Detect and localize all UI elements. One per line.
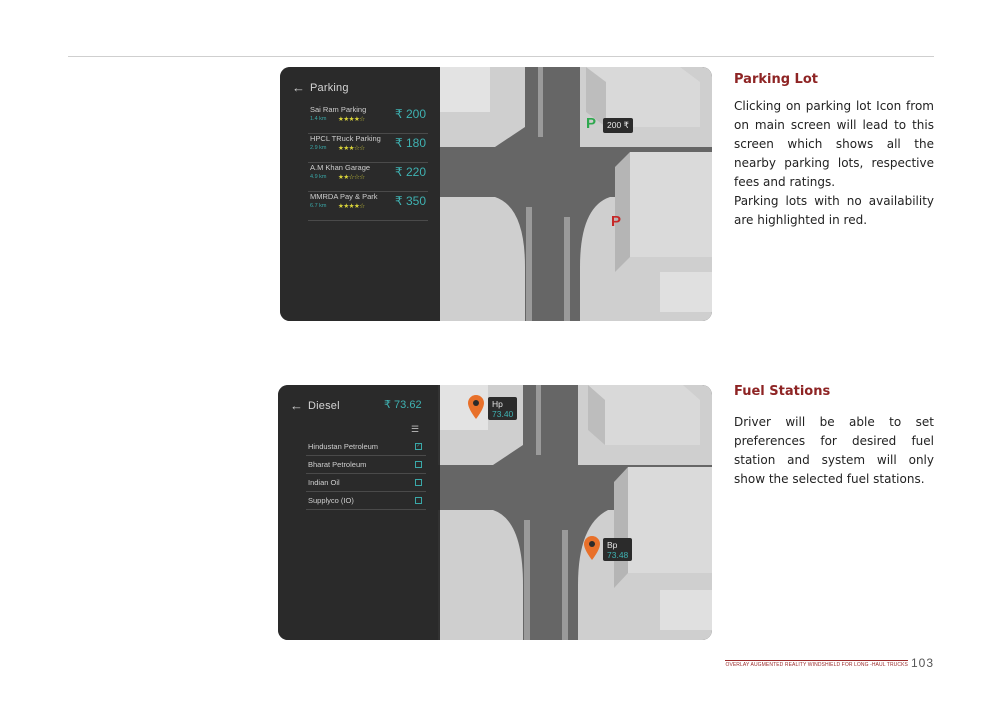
station-checkbox[interactable] bbox=[415, 461, 422, 468]
panel-header bbox=[292, 80, 349, 95]
parking-description: Clicking on parking lot Icon from on main screen will lead to this screen which shows all the nearby parking lots, respective fees and ratings. bbox=[734, 99, 934, 189]
fuel-price-badge bbox=[488, 397, 517, 420]
parking-heading: Parking Lot bbox=[734, 72, 818, 87]
parking-distance: 6.7 km bbox=[310, 203, 327, 209]
fuel-filter-panel bbox=[278, 385, 440, 640]
parking-price-badge: 200 ₹ bbox=[603, 118, 633, 133]
parking-price: ₹ 180 bbox=[395, 136, 426, 150]
parking-name: MMRDA Pay & Park bbox=[310, 192, 378, 201]
station-checkbox[interactable]: ✓ bbox=[416, 443, 421, 449]
parking-distance: 1.4 km bbox=[310, 116, 327, 122]
parking-marker-available[interactable]: P bbox=[586, 115, 597, 132]
map-pin-icon[interactable] bbox=[584, 536, 600, 560]
parking-distance: 2.9 km bbox=[310, 145, 327, 151]
fuel-price-badge bbox=[603, 538, 632, 561]
fuel-station-name: Bharat Petroleum bbox=[308, 460, 367, 469]
parking-distance: 4.9 km bbox=[310, 174, 327, 180]
page-footer bbox=[725, 656, 934, 670]
top-rule bbox=[68, 56, 934, 57]
panel-title: Parking bbox=[310, 81, 349, 94]
fuel-heading: Fuel Stations bbox=[734, 384, 831, 399]
fuel-station-name: Indian Oil bbox=[308, 478, 340, 487]
parking-list-item[interactable] bbox=[308, 162, 428, 192]
fuel-rate: 73.40 bbox=[492, 409, 514, 419]
parking-marker-full[interactable]: P bbox=[611, 213, 622, 230]
footer-title: OVERLAY AUGMENTED REALITY WINDSHIELD FOR LONG -HAUL TRUCKS bbox=[725, 662, 908, 668]
star-rating: ★★★★☆ bbox=[338, 115, 365, 123]
fuel-brand: Hp bbox=[492, 399, 503, 409]
fuel-screen bbox=[278, 385, 712, 640]
parking-name: HPCL TRuck Parking bbox=[310, 134, 381, 143]
fuel-station-name: Hindustan Petroleum bbox=[308, 442, 379, 451]
parking-screen bbox=[280, 67, 712, 321]
map-pin-icon[interactable] bbox=[468, 395, 484, 419]
parking-name: Sai Ram Parking bbox=[310, 105, 367, 114]
page-number: 103 bbox=[910, 656, 934, 670]
parking-price: ₹ 200 bbox=[395, 107, 426, 121]
star-rating: ★★★★☆ bbox=[338, 202, 365, 210]
fuel-rate: 73.48 bbox=[607, 550, 629, 560]
fuel-description: Driver will be able to set preferences for desired fuel station and system will only show the selected fuel stations. bbox=[734, 415, 934, 486]
fuel-station-option[interactable] bbox=[306, 438, 426, 456]
parking-name: A.M Khan Garage bbox=[310, 163, 371, 172]
fuel-station-option[interactable] bbox=[306, 492, 426, 510]
back-arrow-icon[interactable]: ← bbox=[292, 80, 305, 95]
star-rating: ★★★☆☆ bbox=[338, 144, 365, 152]
fuel-station-option[interactable] bbox=[306, 474, 426, 492]
fuel-station-option[interactable] bbox=[306, 456, 426, 474]
parking-list-item[interactable] bbox=[308, 133, 428, 163]
parking-list-item[interactable] bbox=[308, 191, 428, 221]
station-checkbox[interactable] bbox=[415, 497, 422, 504]
parking-price: ₹ 350 bbox=[395, 194, 426, 208]
fuel-brand: Bp bbox=[607, 540, 618, 550]
parking-list-item[interactable] bbox=[308, 104, 428, 134]
back-arrow-icon[interactable]: ← bbox=[290, 398, 303, 413]
filter-icon[interactable]: ☰ bbox=[411, 424, 420, 434]
parking-availability-note: Parking lots with no availability are highlighted in red. bbox=[734, 194, 934, 227]
panel-title: Diesel bbox=[308, 399, 340, 412]
parking-list-panel bbox=[280, 67, 440, 321]
star-rating: ★★☆☆☆ bbox=[338, 173, 365, 181]
panel-header bbox=[290, 398, 340, 413]
diesel-price: ₹ 73.62 bbox=[384, 399, 422, 411]
parking-price: ₹ 220 bbox=[395, 165, 426, 179]
station-checkbox[interactable] bbox=[415, 479, 422, 486]
fuel-station-name: Supplyco (IO) bbox=[308, 496, 354, 505]
